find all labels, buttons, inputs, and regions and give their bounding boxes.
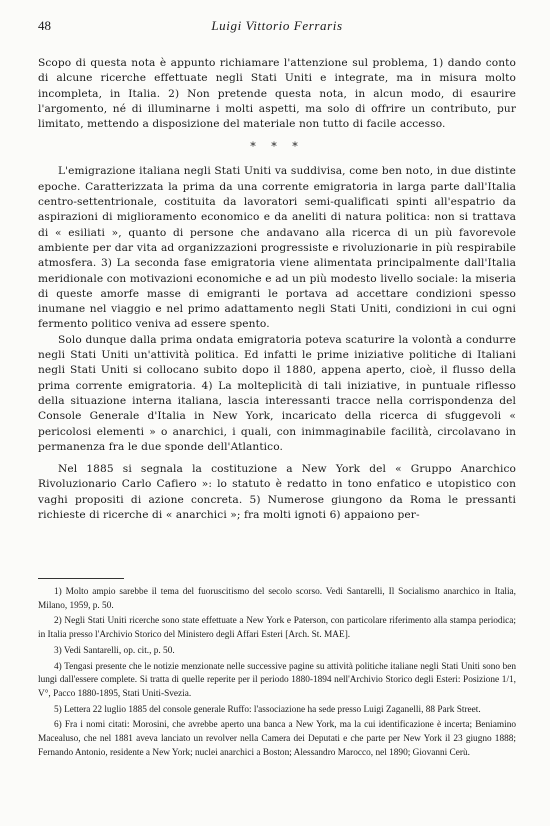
section-separator: * * * xyxy=(250,140,304,154)
running-title: Luigi Vittorio Ferraris xyxy=(211,18,343,33)
page-number: 48 xyxy=(38,18,51,33)
footnotes xyxy=(38,586,516,762)
main-text xyxy=(38,56,516,523)
footnote-5: 5) Lettera 22 luglio 1885 del console generale Ruffo: l'associazione ha sede presso Luigi Zaganelli, 88 Park Street. xyxy=(54,704,481,715)
paragraph-political-activity: Solo dunque dalla prima ondata emigratoria poteva scaturire la volontà a condurre negli Stati Uniti un'attività politica. Ed infatti le prime iniziative politiche di Italiani negli Stati Uniti si collocano subito dopo il 1880, appena aperto, cioè, il flusso della prima corrente emigratoria. 4) La molteplicità di tali iniziative, in puntuale riflesso della situazione interna italiana, lascia interessanti tracce nella corrispondenza del Console Generale d'Italia in New York, incaricato della ricerca di sfuggevoli « pericolosi elementi » o anarchici, i quali, con inimmaginabile facilità, circolavano in permanenza fra le due sponde dell'Atlantico. xyxy=(38,333,516,453)
footnote-3: 3) Vedi Santarelli, op. cit., p. 50. xyxy=(54,645,175,656)
footnote-6: 6) Fra i nomi citati: Morosini, che avrebbe aperto una banca a New York, ma la cui identificazione è incerta; Beniamino Macealuso, che nel 1881 aveva lanciato un revolver nella Camera dei Deputati e che parte per New York il 23 giugno 1888; Fernando Antonio, residente a New York; nuclei anarchici a Boston; Alessandro Marocco, nel 1890; Giovanni Cerù. xyxy=(38,720,516,758)
page-header xyxy=(38,18,516,34)
footnote-rule xyxy=(38,578,124,579)
footnote-2: 2) Negli Stati Uniti ricerche sono state effettuate a New York e Paterson, con particolare riferimento alla stampa periodica; in Italia presso l'Archivio Storico del Ministero degli Affari Esteri [Arch. St. MAE]. xyxy=(38,616,516,641)
paragraph-emigration-epochs: L'emigrazione italiana negli Stati Uniti va suddivisa, come ben noto, in due distinte epoche. Caratterizzata la prima da una corrente emigratoria in larga parte dall'Italia centro-settentrionale, costituita da lavoratori semi-qualificati spinti all'espatrio da aspirazioni di miglioramento economico e da aneliti di natura politica: non si trattava di « esiliati », quanto di persone che andavano alla ricerca di un più favorevole ambiente per dar vita ad organizzazioni progressiste e rivoluzionarie in più respirabile atmosfera. 3) La seconda fase emigratoria viene alimentata principalmente dall'Italia meridionale con motivazioni economiche e ad un più modesto livello sociale: la miseria di queste amorfe masse di emigranti le portava ad accettare condizioni spesso inumane nel viaggio e nel primo adattamento negli Stati Uniti, condizioni in cui ogni fermento politico veniva ad essere spento. xyxy=(38,165,516,331)
footnote-1: 1) Molto ampio sarebbe il tema del fuoruscitismo del secolo scorso. Vedi Santarelli, Il Socialismo anarchico in Italia, Milano, 1959, p. 50. xyxy=(38,587,516,611)
paragraph-gruppo-anarchico: Nel 1885 si segnala la costituzione a New York del « Gruppo Anarchico Rivoluzionario Carlo Cafiero »: lo statuto è redatto in tono enfatico e utopistico con vaghi propositi di azione concreta. 5) Numerose giungono da Roma le pressanti richieste di ricerche di « anarchici »; fra molti ignoti 6) appaiono per- xyxy=(38,463,516,522)
footnote-4: 4) Tengasi presente che le notizie menzionate nelle successive pagine su attività politiche italiane negli Stati Uniti sono ben lungi dall'essere complete. Si tratta di quelle reperite per il periodo 1880-1894 nell'Archivio Storico degli Esteri: Posizione 1/1, V°, Pacco 1880-1895, Stati Uniti-Svezia. xyxy=(38,661,516,699)
paragraph-intro: Scopo di questa nota è appunto richiamare l'attenzione sul problema, 1) dando conto di alcune ricerche effettuate negli Stati Uniti e integrate, ma in misura molto incompleta, in Italia. 2) Non pretende questa nota, in alcun modo, di esaurire l'argomento, né di illuminarne i molti aspetti, ma solo di offrire un contributo, pur limitato, mettendo a disposizione del materiale non tutto di facile accesso. xyxy=(38,57,516,131)
